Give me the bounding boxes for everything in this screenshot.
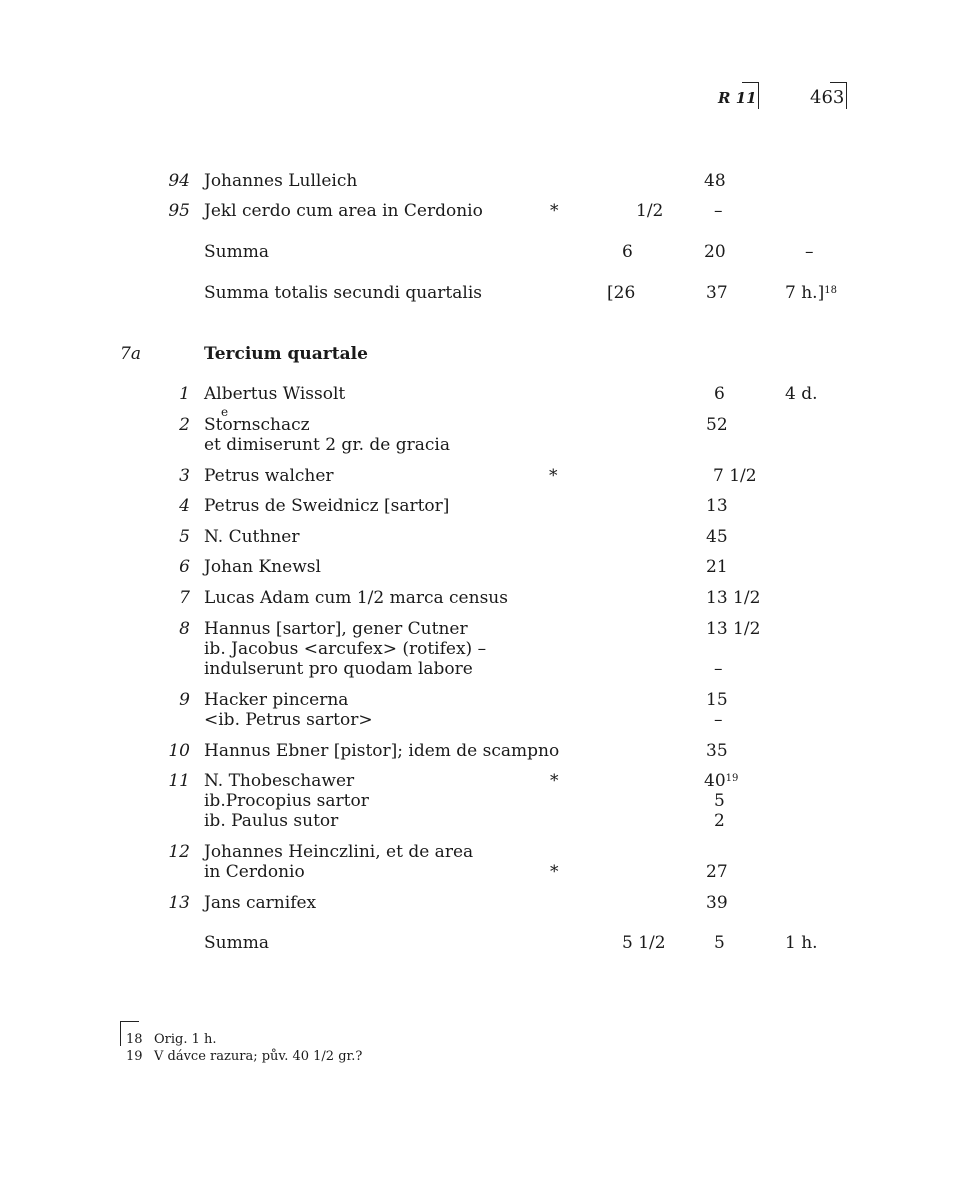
entry-name: Hannus Ebner [pistor]; idem de scampno [204, 741, 560, 761]
asterisk: * [550, 771, 559, 791]
entry-number: 9 [179, 690, 190, 710]
summa-value: 20 [704, 242, 726, 262]
entry-name: Johannes Lulleich [204, 171, 358, 191]
entry-name: N. Cuthner [204, 527, 300, 547]
entry-note: et dimiserunt 2 gr. de gracia [204, 435, 450, 455]
entry-name: Petrus de Sweidnicz [sartor] [204, 496, 450, 516]
entry-number: 3 [179, 466, 190, 486]
entry-name: Jekl cerdo cum area in Cerdonio [204, 201, 483, 221]
entry-note: indulserunt pro quodam labore [204, 659, 473, 679]
entry-note: ib. Paulus sutor [204, 811, 339, 831]
asterisk: * [550, 201, 559, 221]
section-title: Tercium quartale [204, 344, 368, 364]
entry-name: Stornschacz [204, 415, 310, 435]
entry-value: $40^{19}$ [704, 771, 739, 791]
margin-folio: 7a [120, 344, 141, 364]
entry-note: <ib. Petrus sartor> [204, 710, 373, 730]
summa-value: – [805, 242, 814, 262]
summa-label: Summa [204, 242, 269, 262]
superscript-letter: e [221, 405, 229, 419]
asterisk: * [550, 862, 559, 882]
entry-value: 13 1/2 [706, 588, 761, 608]
entry-value: – [714, 201, 723, 221]
entry-name: Hacker pincerna [204, 690, 349, 710]
summa-label: Summa [204, 933, 269, 953]
footnote-number: 18 [126, 1032, 143, 1047]
entry-name: Hannus [sartor], gener Cutner [204, 619, 468, 639]
entry-name: Jans carnifex [204, 893, 317, 913]
entry-value: 7 1/2 [713, 466, 757, 486]
summa-value: 5 [714, 933, 725, 953]
summa-value: 5 1/2 [622, 933, 666, 953]
entry-value: 39 [706, 893, 728, 913]
footnote-text: V dávce razura; pův. 40 1/2 gr.? [154, 1049, 363, 1064]
entry-value: 5 [714, 791, 725, 811]
summa-value: 6 [622, 242, 633, 262]
entry-value: 1/2 [636, 201, 664, 221]
entry-name: N. Thobeschawer [204, 771, 355, 791]
entry-value: 2 [714, 811, 725, 831]
entry-number: 2 [179, 415, 190, 435]
entry-number: 7 [179, 588, 190, 608]
summa-value: 37 [706, 283, 728, 303]
summa-totalis-label: Summa totalis secundi quartalis [204, 283, 482, 303]
entry-name: Johan Knewsl [204, 557, 321, 577]
corner-mark [742, 82, 759, 109]
asterisk: * [549, 466, 558, 486]
entry-value: 27 [706, 862, 728, 882]
entry-value: 35 [706, 741, 728, 761]
entry-number: 95 [168, 201, 190, 221]
entry-number: 12 [168, 842, 190, 862]
entry-value: – [714, 710, 723, 730]
entry-number: 13 [168, 893, 190, 913]
entry-value: 6 [714, 384, 725, 404]
page-number: 463 [810, 87, 845, 108]
entry-value: 15 [706, 690, 728, 710]
entry-note: ib.Procopius sartor [204, 791, 369, 811]
entry-note: ib. Jacobus <arcufex> (rotifex) – [204, 639, 487, 659]
entry-number: 11 [168, 771, 190, 791]
entry-value: 21 [706, 557, 728, 577]
footnote-text: Orig. 1 h. [154, 1032, 217, 1047]
summa-value: 7 h.]$^{18}$ [785, 283, 837, 303]
entry-number: 4 [179, 496, 190, 516]
entry-name: Albertus Wissolt [204, 384, 346, 404]
entry-value: 52 [706, 415, 728, 435]
entry-value: 48 [704, 171, 726, 191]
summa-value: [26 [607, 283, 636, 303]
entry-value: – [714, 659, 723, 679]
corner-mark [830, 82, 847, 109]
entry-number: 1 [179, 384, 190, 404]
entry-number: 8 [179, 619, 190, 639]
entry-value: 45 [706, 527, 728, 547]
entry-value: 4 d. [785, 384, 818, 404]
footnote-number: 19 [126, 1049, 143, 1064]
entry-name: Petrus walcher [204, 466, 334, 486]
footnote-ref: 19 [725, 773, 739, 784]
entry-value: 13 1/2 [706, 619, 761, 639]
entry-number: 94 [168, 171, 190, 191]
entry-name: Johannes Heinczlini, et de area [204, 842, 474, 862]
entry-value: 13 [706, 496, 728, 516]
entry-number: 6 [179, 557, 190, 577]
entry-note: in Cerdonio [204, 862, 305, 882]
running-head-ref: R 11 [718, 89, 757, 107]
summa-value: 1 h. [785, 933, 818, 953]
entry-name: Lucas Adam cum 1/2 marca census [204, 588, 508, 608]
entry-number: 5 [179, 527, 190, 547]
entry-number: 10 [168, 741, 190, 761]
footnote-ref: 18 [824, 285, 837, 296]
